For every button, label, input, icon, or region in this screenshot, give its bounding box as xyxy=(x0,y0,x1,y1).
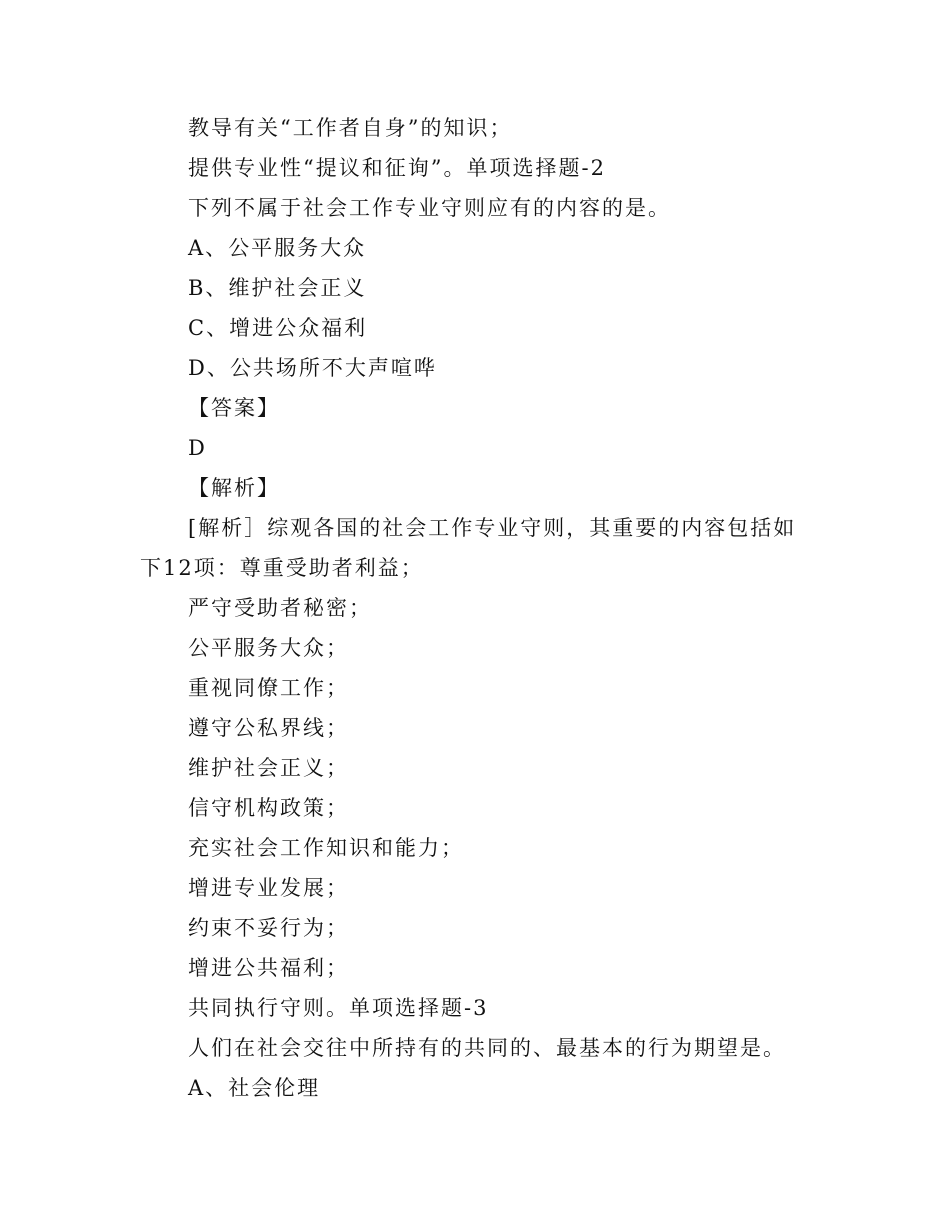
answer-value: D xyxy=(188,436,207,460)
list-item: 公平服务大众； xyxy=(188,636,349,660)
question-stem: 下列不属于社会工作专业守则应有的内容的是。 xyxy=(188,196,671,220)
list-item: 重视同僚工作； xyxy=(188,676,349,700)
option-b: B、维护社会正义 xyxy=(188,276,367,300)
list-item: 信守机构政策； xyxy=(188,796,349,820)
analysis-heading: 【解析】 xyxy=(188,476,280,500)
list-item: 维护社会正义； xyxy=(188,756,349,780)
list-item: 充实社会工作知识和能力； xyxy=(188,836,464,860)
list-item: 增进公共福利； xyxy=(188,956,349,980)
list-item: 约束不妥行为； xyxy=(188,916,349,940)
list-item: 遵守公私界线； xyxy=(188,716,349,740)
list-item: 增进专业发展； xyxy=(188,876,349,900)
option-d: D、公共场所不大声喧哗 xyxy=(188,356,437,380)
list-item: 共同执行守则。单项选择题-3 xyxy=(188,996,489,1020)
list-item: 严守受助者秘密； xyxy=(188,596,372,620)
option-a: A、公平服务大众 xyxy=(188,236,367,260)
option-c: C、增进公众福利 xyxy=(188,316,368,340)
text-line: 提供专业性“提议和征询”。单项选择题-2 xyxy=(188,156,606,180)
answer-heading: 【答案】 xyxy=(188,396,280,420)
option-a: A、社会伦理 xyxy=(188,1076,321,1100)
analysis-text-continued: 下12项：尊重受助者利益； xyxy=(140,556,424,580)
text-line: 教导有关“工作者自身”的知识； xyxy=(188,116,513,140)
question-stem: 人们在社会交往中所持有的共同的、最基本的行为期望是。 xyxy=(188,1036,786,1060)
analysis-text: [解析］综观各国的社会工作专业守则，其重要的内容包括如 xyxy=(188,516,797,540)
